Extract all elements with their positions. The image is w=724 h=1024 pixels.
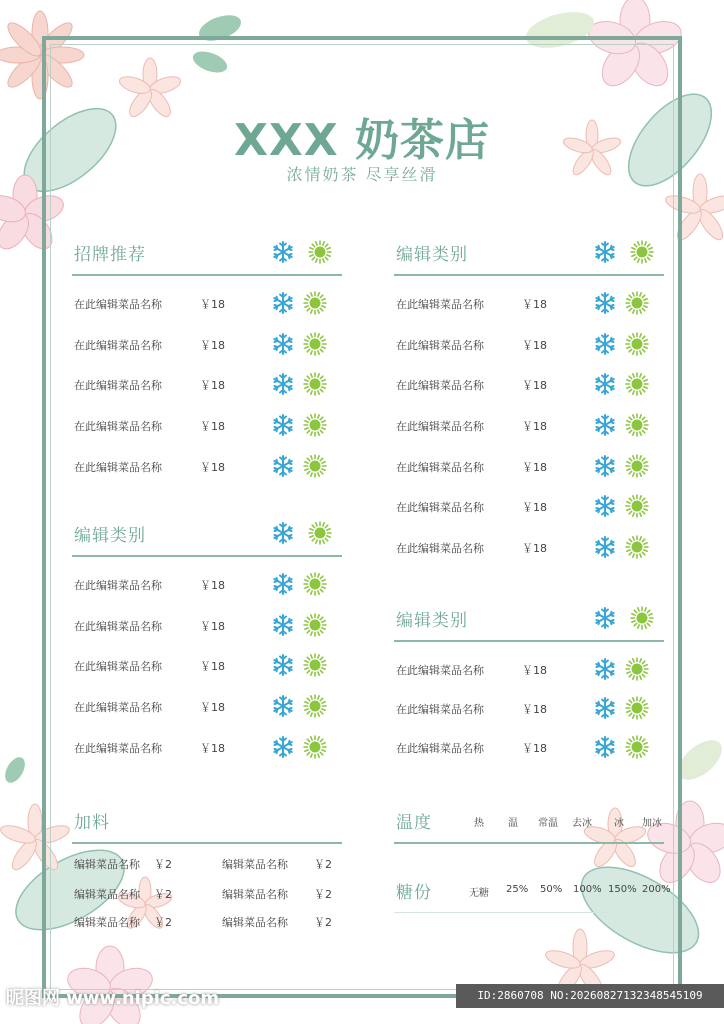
item-price: ￥18 — [522, 703, 547, 716]
section-temperature-icons — [593, 606, 654, 630]
item-price: ￥18 — [200, 701, 225, 715]
section-header — [72, 800, 342, 844]
item-name: 在此编辑菜品名称 — [396, 338, 484, 352]
sugar-option[interactable]: 150% — [608, 884, 637, 895]
item-list — [394, 276, 664, 566]
item-name: 在此编辑菜品名称 — [74, 460, 162, 474]
sun-icon — [308, 240, 332, 264]
sun-icon — [630, 606, 654, 630]
sun-icon — [303, 572, 327, 596]
item-name: 在此编辑菜品名称 — [396, 298, 484, 311]
menu-item[interactable] — [72, 565, 342, 606]
section-header — [72, 513, 342, 557]
snowflake-icon — [593, 657, 617, 681]
sugar-option[interactable]: 100% — [573, 884, 602, 895]
sun-icon — [303, 735, 327, 759]
image-id-bar: ID:2860708 NO:20260827132348545109 — [456, 984, 724, 1008]
topping-price: ￥2 — [154, 858, 172, 871]
section-temperature-icons — [271, 521, 332, 545]
topping-name[interactable]: 编辑菜品名称 — [222, 888, 288, 901]
section-title: 糖份 — [396, 883, 432, 903]
menu-item[interactable] — [72, 606, 342, 647]
item-name: 在此编辑菜品名称 — [74, 379, 162, 393]
sun-icon — [625, 696, 649, 720]
item-price: ￥18 — [522, 742, 547, 755]
item-name: 在此编辑菜品名称 — [74, 338, 162, 352]
item-price: ￥18 — [522, 501, 547, 515]
item-name: 在此编辑菜品名称 — [74, 619, 162, 633]
topping-price: ￥2 — [314, 888, 332, 901]
item-price: ￥18 — [522, 338, 547, 352]
sugar-option[interactable]: 25% — [506, 884, 529, 895]
sun-icon — [303, 372, 327, 396]
menu-item[interactable] — [394, 406, 664, 447]
item-name: 在此编辑菜品名称 — [74, 701, 162, 715]
topping-price: ￥2 — [154, 916, 172, 929]
section-title: 招牌推荐 — [74, 245, 146, 265]
item-name: 在此编辑菜品名称 — [396, 379, 484, 393]
item-price: ￥18 — [200, 619, 225, 633]
sun-icon — [625, 454, 649, 478]
item-price: ￥18 — [522, 298, 547, 311]
snowflake-icon — [593, 413, 617, 437]
snowflake-icon — [593, 332, 617, 356]
item-price: ￥18 — [522, 420, 547, 434]
menu-item[interactable] — [394, 650, 664, 689]
item-name: 在此编辑菜品名称 — [74, 579, 162, 592]
item-name: 在此编辑菜品名称 — [74, 298, 162, 311]
item-list — [394, 642, 664, 767]
item-name: 在此编辑菜品名称 — [396, 742, 484, 755]
temperature-option[interactable]: 温 — [508, 818, 518, 829]
item-name: 在此编辑菜品名称 — [396, 460, 484, 474]
snowflake-icon — [271, 572, 295, 596]
item-price: ￥18 — [200, 660, 225, 674]
shop-subtitle: 浓情奶茶 尽享丝滑 — [286, 165, 438, 184]
sun-icon — [308, 521, 332, 545]
shop-title: XXX 奶茶店 — [233, 115, 491, 166]
snowflake-icon — [593, 372, 617, 396]
sugar-option[interactable]: 无糖 — [469, 888, 489, 899]
item-price: ￥18 — [522, 542, 547, 556]
section-title: 温度 — [396, 813, 432, 833]
sun-icon — [303, 332, 327, 356]
watermark-logo: 昵图网 www.nipic.com — [6, 988, 220, 1009]
menu-item[interactable] — [72, 325, 342, 366]
temperature-option[interactable]: 热 — [474, 818, 484, 829]
topping-name[interactable]: 编辑菜品名称 — [74, 888, 140, 901]
sun-icon — [625, 657, 649, 681]
snowflake-icon — [271, 735, 295, 759]
section-header — [394, 598, 664, 642]
item-price: ￥18 — [200, 579, 225, 592]
item-name: 在此编辑菜品名称 — [396, 542, 484, 556]
sun-icon — [630, 240, 654, 264]
item-list — [72, 557, 342, 768]
section-temperature-icons — [271, 240, 332, 264]
sun-icon — [303, 653, 327, 677]
item-name: 在此编辑菜品名称 — [396, 664, 484, 677]
snowflake-icon — [593, 291, 617, 315]
snowflake-icon — [593, 240, 617, 264]
section-title: 编辑类别 — [396, 611, 468, 631]
section-title: 加料 — [74, 813, 110, 833]
sugar-option[interactable]: 50% — [540, 884, 563, 895]
section-title: 编辑类别 — [396, 245, 468, 265]
sun-icon — [625, 494, 649, 518]
menu-item[interactable] — [72, 646, 342, 687]
topping-price: ￥2 — [314, 858, 332, 871]
menu-section-category-2 — [72, 513, 342, 768]
sun-icon — [625, 372, 649, 396]
menu-section-category-4 — [394, 598, 664, 767]
item-name: 在此编辑菜品名称 — [396, 420, 484, 434]
snowflake-icon — [593, 454, 617, 478]
temperature-option[interactable]: 冰 — [614, 818, 624, 829]
snowflake-icon — [271, 454, 295, 478]
item-price: ￥18 — [200, 741, 225, 755]
snowflake-icon — [593, 535, 617, 559]
item-name: 在此编辑菜品名称 — [74, 660, 162, 674]
snowflake-icon — [593, 606, 617, 630]
sun-icon — [625, 291, 649, 315]
menu-section-signature — [72, 232, 342, 487]
sun-icon — [303, 454, 327, 478]
menu-item[interactable] — [394, 487, 664, 528]
sun-icon — [625, 332, 649, 356]
snowflake-icon — [271, 332, 295, 356]
snowflake-icon — [271, 521, 295, 545]
menu-item[interactable] — [394, 325, 664, 366]
snowflake-icon — [271, 694, 295, 718]
item-name: 在此编辑菜品名称 — [74, 420, 162, 434]
snowflake-icon — [271, 653, 295, 677]
topping-price: ￥2 — [314, 916, 332, 929]
menu-item[interactable] — [72, 406, 342, 447]
section-header — [394, 870, 671, 913]
temperature-option[interactable]: 加冰 — [642, 818, 662, 829]
sun-icon — [303, 613, 327, 637]
snowflake-icon — [271, 291, 295, 315]
section-temperature-icons — [593, 240, 654, 264]
item-list — [72, 276, 342, 487]
topping-name[interactable]: 编辑菜品名称 — [74, 916, 140, 929]
topping-price: ￥2 — [154, 888, 172, 901]
sun-icon — [625, 535, 649, 559]
sugar-option[interactable]: 200% — [642, 884, 671, 895]
menu-item[interactable] — [72, 365, 342, 406]
menu-item[interactable] — [72, 728, 342, 769]
toppings-section — [72, 800, 342, 944]
sun-icon — [303, 413, 327, 437]
toppings-list — [72, 844, 342, 944]
temperature-option[interactable]: 常温 — [538, 818, 558, 829]
item-price: ￥18 — [200, 460, 225, 474]
menu-item[interactable] — [72, 447, 342, 488]
snowflake-icon — [271, 413, 295, 437]
item-name: 在此编辑菜品名称 — [396, 501, 484, 515]
item-price: ￥18 — [522, 460, 547, 474]
snowflake-icon — [593, 696, 617, 720]
section-title: 编辑类别 — [74, 526, 146, 546]
topping-name[interactable]: 编辑菜品名称 — [74, 858, 140, 871]
menu-item[interactable] — [394, 365, 664, 406]
item-price: ￥18 — [200, 420, 225, 434]
menu-section-category-3 — [394, 232, 664, 566]
item-price: ￥18 — [200, 379, 225, 393]
menu-item[interactable] — [72, 284, 342, 325]
section-header — [394, 232, 664, 276]
item-price: ￥18 — [200, 338, 225, 352]
sun-icon — [303, 694, 327, 718]
item-name: 在此编辑菜品名称 — [396, 703, 484, 716]
menu-item[interactable] — [394, 447, 664, 488]
menu-item[interactable] — [394, 284, 664, 325]
item-price: ￥18 — [522, 664, 547, 677]
snowflake-icon — [593, 735, 617, 759]
sugar-section — [394, 870, 671, 913]
sun-icon — [303, 291, 327, 315]
section-header — [394, 800, 664, 844]
menu-item[interactable] — [72, 687, 342, 728]
menu-item[interactable] — [394, 689, 664, 728]
topping-name[interactable]: 编辑菜品名称 — [222, 916, 288, 929]
item-name: 在此编辑菜品名称 — [74, 741, 162, 755]
snowflake-icon — [593, 494, 617, 518]
snowflake-icon — [271, 613, 295, 637]
topping-name[interactable]: 编辑菜品名称 — [222, 858, 288, 871]
sun-icon — [625, 735, 649, 759]
temperature-section — [394, 800, 664, 844]
item-price: ￥18 — [200, 298, 225, 311]
menu-item[interactable] — [394, 528, 664, 566]
snowflake-icon — [271, 372, 295, 396]
menu-item[interactable] — [394, 728, 664, 767]
section-header — [72, 232, 342, 276]
sun-icon — [625, 413, 649, 437]
item-price: ￥18 — [522, 379, 547, 393]
temperature-option[interactable]: 去冰 — [572, 818, 592, 829]
snowflake-icon — [271, 240, 295, 264]
